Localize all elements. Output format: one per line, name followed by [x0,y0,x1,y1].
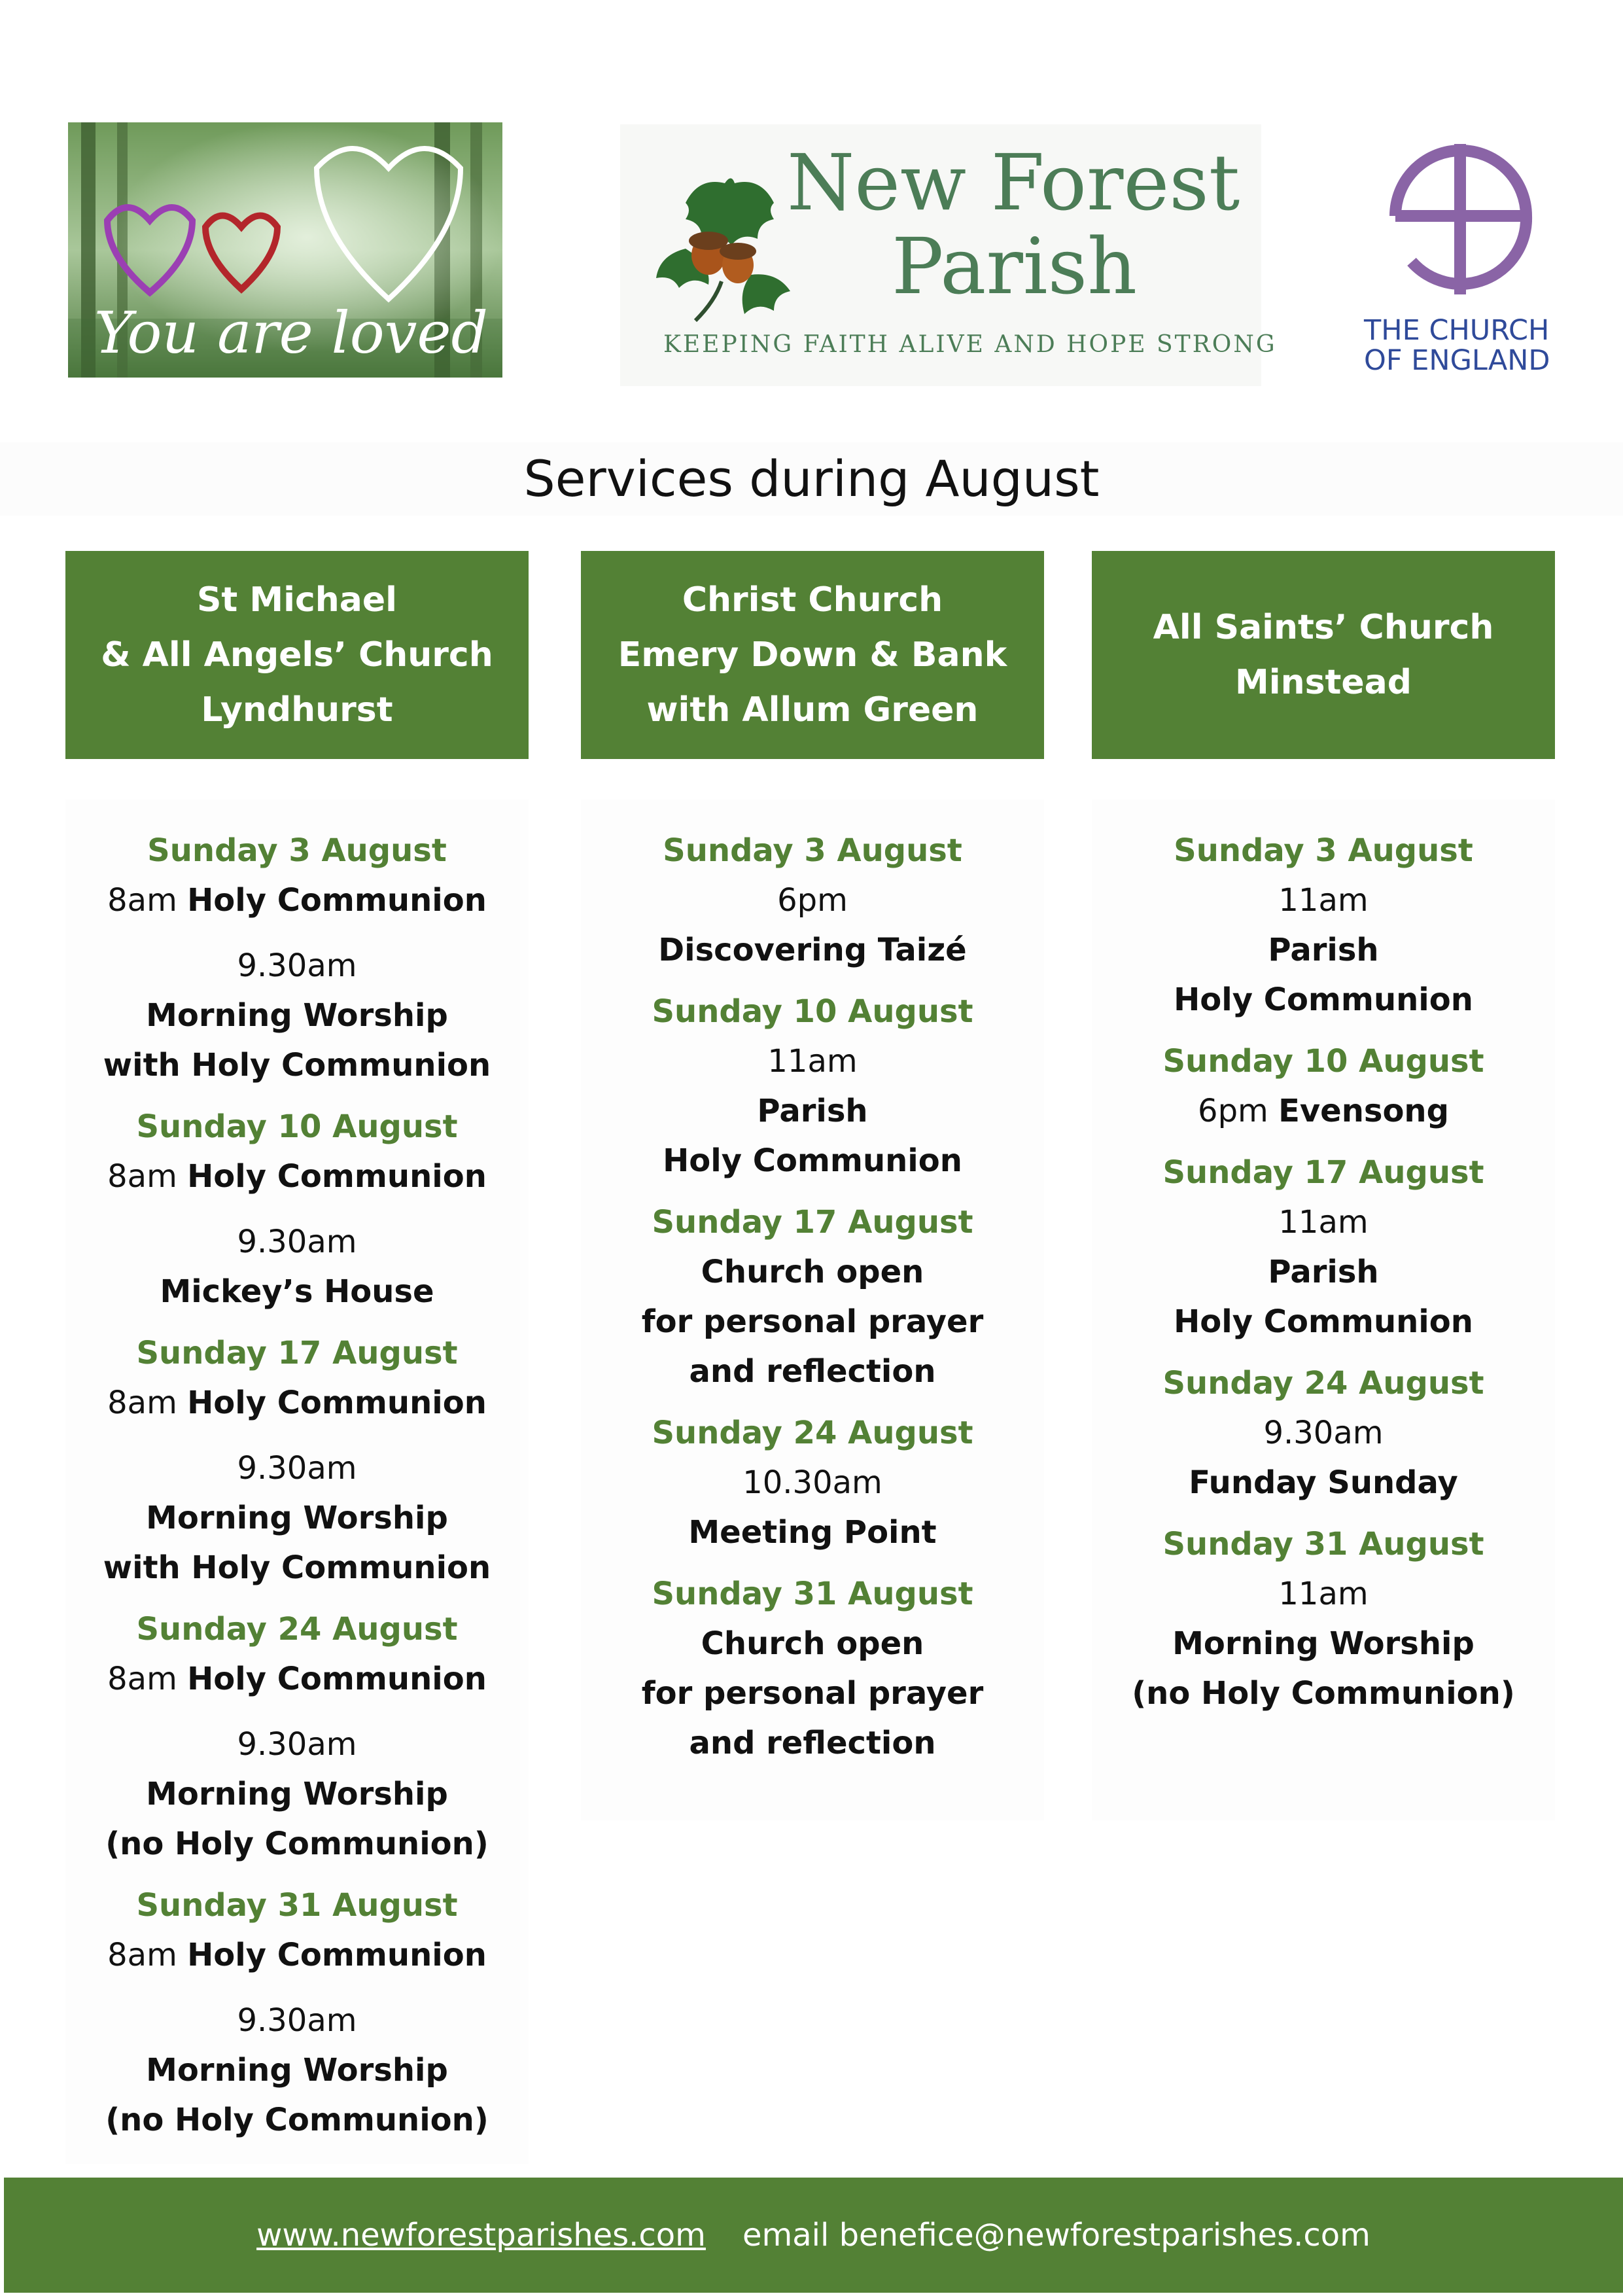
service-line [1092,1458,1555,1508]
church-header-line: Christ Church [682,580,943,620]
service-line [1092,1408,1555,1458]
service-line [1092,1619,1555,1669]
service-date: Sunday 31 August [652,1576,973,1612]
website-link[interactable]: www.newforestparishes.com [256,2217,706,2253]
service-name: Meeting Point [688,1514,937,1551]
service-name: (no Holy Communion) [105,1826,489,1862]
church-header-line: with Allum Green [646,690,979,730]
church-header-line: St Michael [196,580,397,620]
service-time: 11am [767,1043,858,1080]
service-line [65,941,529,991]
service-line [65,1152,529,1201]
service-time: 8am [107,1661,177,1697]
service-line [65,991,529,1040]
coe-text-line1: THE CHURCH [1364,314,1550,347]
church-header-line: Lyndhurst [201,690,393,730]
service-line [65,1720,529,1769]
service-name: and reflection [689,1353,936,1390]
service-name: Parish [1268,932,1379,968]
service-name: Parish [1268,1254,1379,1290]
services-column-emery-down [581,800,1044,1820]
service-name: (no Holy Communion) [105,2102,489,2138]
service-line [581,875,1044,925]
service-name: Parish [757,1093,868,1129]
new-forest-parish-logo [620,124,1277,386]
service-line [581,1458,1044,1508]
service-line [65,2045,529,2095]
church-header-minstead [1092,551,1555,759]
service-name: Holy Communion [187,882,487,919]
service-line [1092,1197,1555,1247]
church-header-lyndhurst [65,551,529,759]
service-name: Holy Communion [663,1142,962,1179]
service-line [581,1247,1044,1297]
service-name: for personal prayer [641,1675,984,1712]
service-time: 6pm [1198,1093,1268,1129]
service-name: with Holy Communion [103,1047,491,1084]
service-line [65,1040,529,1090]
service-name: Church open [701,1254,924,1290]
service-line [1092,1669,1555,1718]
service-name: Morning Worship [146,1776,448,1812]
coe-text-line2: OF ENGLAND [1364,344,1550,377]
service-line [1092,925,1555,975]
service-date: Sunday 10 August [652,993,973,1030]
service-line [1092,975,1555,1025]
service-name: Holy Communion [187,1937,487,1973]
service-date: Sunday 17 August [1162,1154,1484,1191]
service-line [581,1136,1044,1186]
service-date: Sunday 3 August [1174,832,1473,869]
church-header-line: & All Angels’ Church [101,635,493,675]
service-line [581,1508,1044,1557]
service-line [65,1543,529,1593]
service-date: Sunday 24 August [136,1611,458,1648]
service-date: Sunday 17 August [136,1335,458,1371]
service-name: Discovering Taizé [658,932,967,968]
service-line [65,1378,529,1428]
parish-name-line1: New Forest [787,137,1240,228]
service-line [1092,1086,1555,1136]
service-line [65,1996,529,2045]
service-name: Morning Worship [146,2052,448,2089]
service-date: Sunday 10 August [1162,1043,1484,1080]
footer-email: email benefice@newforestparishes.com [742,2217,1370,2253]
you-are-loved-banner-image [68,122,502,378]
footer-bar [4,2178,1623,2293]
service-name: and reflection [689,1725,936,1761]
service-time: 9.30am [237,2002,357,2039]
service-line [581,925,1044,975]
service-name: Morning Worship [146,997,448,1034]
service-name: (no Holy Communion) [1132,1675,1515,1712]
service-line [65,1493,529,1543]
service-name: Mickey’s House [160,1273,434,1310]
service-line [581,1619,1044,1669]
service-line [581,1718,1044,1768]
service-line [1092,875,1555,925]
service-line [65,875,529,925]
services-column-lyndhurst [65,800,529,2164]
page-title: Services during August [0,442,1623,516]
service-name: Holy Communion [187,1158,487,1195]
service-line [1092,1247,1555,1297]
service-line [581,1347,1044,1396]
church-header-emery-down [581,551,1044,759]
service-time: 10.30am [742,1464,882,1501]
service-line [65,1267,529,1316]
service-line [65,1930,529,1980]
service-name: Morning Worship [146,1500,448,1536]
service-time: 8am [107,1385,177,1421]
service-name: Holy Communion [187,1661,487,1697]
service-line [581,1669,1044,1718]
service-date: Sunday 24 August [652,1415,973,1451]
parish-tagline: KEEPING FAITH ALIVE AND HOPE STRONG [663,331,1277,358]
service-line [65,1769,529,1819]
service-date: Sunday 3 August [663,832,962,869]
service-time: 11am [1278,1204,1369,1241]
service-line [581,1036,1044,1086]
service-name: Funday Sunday [1189,1464,1458,1501]
service-line [65,1654,529,1704]
service-name: Holy Communion [1174,1303,1473,1340]
service-name: Church open [701,1625,924,1662]
service-line [65,1443,529,1493]
church-header-line: All Saints’ Church [1153,608,1494,647]
service-name: Holy Communion [187,1385,487,1421]
service-time: 6pm [777,882,848,919]
service-time: 9.30am [1263,1415,1384,1451]
church-header-line: Emery Down & Bank [618,635,1007,675]
service-name: Morning Worship [1172,1625,1475,1662]
oak-leaf-acorn-icon [646,157,803,327]
service-date: Sunday 10 August [136,1108,458,1145]
service-line [65,1819,529,1869]
services-column-minstead [1092,800,1555,1820]
service-date: Sunday 17 August [652,1204,973,1241]
service-time: 9.30am [237,1726,357,1763]
service-date: Sunday 24 August [1162,1365,1484,1402]
service-time: 8am [107,882,177,919]
service-time: 9.30am [237,1224,357,1260]
service-date: Sunday 3 August [147,832,447,869]
service-line [1092,1297,1555,1347]
service-time: 9.30am [237,947,357,984]
service-date: Sunday 31 August [1162,1526,1484,1563]
service-line [1092,1569,1555,1619]
parish-name-line2: Parish [892,221,1138,311]
service-line [581,1297,1044,1347]
service-time: 11am [1278,1576,1369,1612]
service-date: Sunday 31 August [136,1887,458,1924]
service-time: 8am [107,1937,177,1973]
service-time: 9.30am [237,1450,357,1487]
service-line [65,2095,529,2145]
service-line [65,1217,529,1267]
service-name: Holy Communion [1174,981,1473,1018]
church-of-england-logo [1357,118,1567,386]
service-time: 11am [1278,882,1369,919]
service-name: with Holy Communion [103,1549,491,1586]
banner-caption: You are loved [94,299,488,366]
coe-cross-icon [1357,118,1567,314]
service-line [581,1086,1044,1136]
service-name: for personal prayer [641,1303,984,1340]
service-time: 8am [107,1158,177,1195]
service-name: Evensong [1278,1093,1449,1129]
church-header-line: Minstead [1235,663,1412,702]
